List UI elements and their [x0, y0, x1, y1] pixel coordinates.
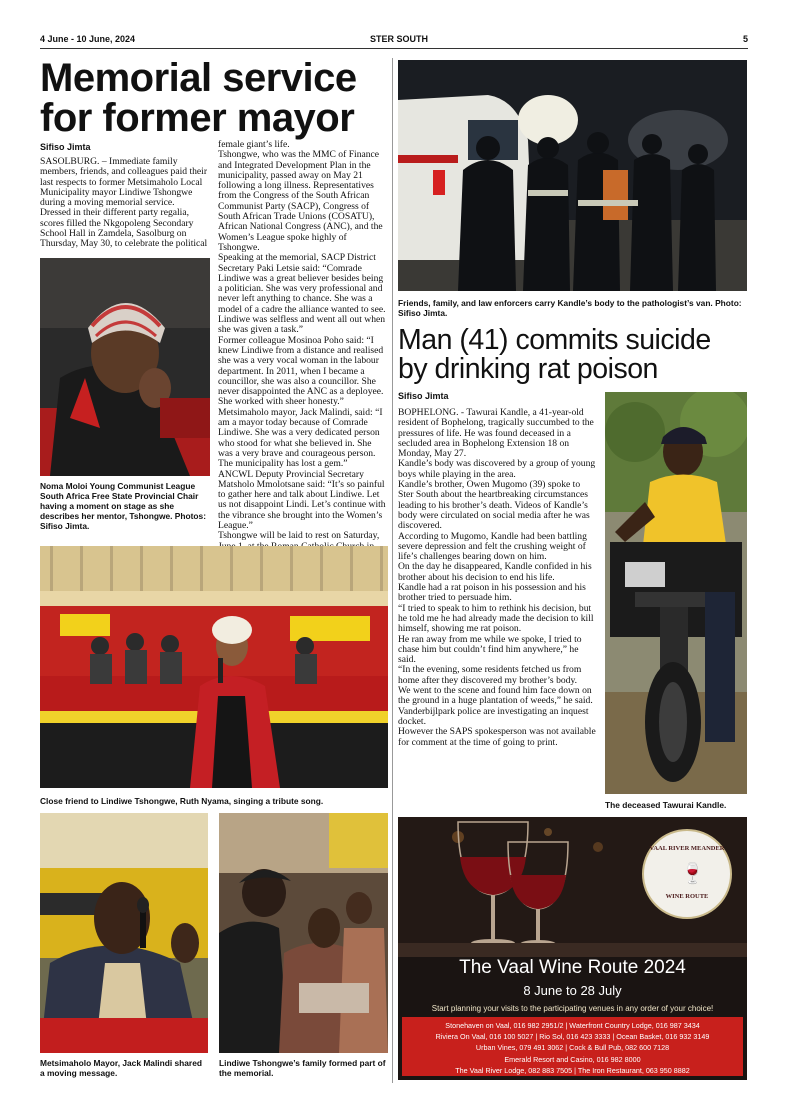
- photo-jack-malindi: [40, 813, 208, 1053]
- paragraph: Dressed in their different party regalia, scores filled the Nkgopoleng Secondary School Hall in Zamdela, Sasolburg on Thursday, May 30, to celebrate the political: [40, 207, 208, 250]
- article2-headline: Man (41) commits suicide by drinking rat poison: [398, 324, 711, 385]
- paragraph: Kandle’s brother, Owen Mugomo (39) spoke to Ster South about the heartbreaking circumstances leading to his brother’s death. Videos of Kandle’s body were circulated on social media after he was discovered.: [398, 479, 590, 532]
- caption-jack-malindi: Metsimaholo Mayor, Jack Malindi shared a moving message.: [40, 1058, 202, 1078]
- paragraph: On the day he disappeared, Kandle confided in his brother about his decision to end his life.: [398, 561, 592, 583]
- paragraph: ANCWL Deputy Provincial Secretary Matsholo Mmolotsane said: “It’s so painful to gather here and talk about Lindiwe. Let us not disappoint Lindi. Let’s continue with the vibrance she brought into the Women’s League.”: [218, 468, 386, 531]
- article1-headline: Memorial service for former mayor: [40, 56, 357, 140]
- paragraph: Tshongwe, who was the MMC of Finance and Integrated Development Plan in the municipality, passed away on May 21 following a long illness. Representatives from the Congress of the South African Communist Party (SACP), Congress of South African Trade Unions (COSATU), African National Congress (ANC), and the Women’s League spoke highly of Tshongwe.: [218, 149, 383, 253]
- caption-tawurai-kandle: The deceased Tawurai Kandle.: [605, 800, 727, 810]
- caption-family: Lindiwe Tshongwe’s family formed part of the memorial.: [219, 1058, 386, 1078]
- article1-column2: [218, 140, 388, 562]
- venue-line: The Vaal River Lodge, 082 883 7505 | The Iron Restaurant, 063 950 8882: [455, 1065, 690, 1075]
- caption-ruth-nyama: Close friend to Lindiwe Tshongwe, Ruth Nyama, singing a tribute song.: [40, 796, 324, 806]
- photo-noma-moloi: [40, 258, 210, 476]
- advert-vaal-wine-route: [398, 817, 747, 1080]
- paragraph: “In the evening, some residents fetched us from home after they discovered my brother’s body.: [398, 664, 582, 686]
- paragraph: He ran away from me while we spoke, I tried to chase him but couldn’t find him anywhere,” he said.: [398, 633, 582, 666]
- venue-line: Urban Vines, 079 491 3062 | Cock & Bull Pub, 082 600 7128: [475, 1043, 670, 1053]
- column-divider: [392, 58, 393, 1083]
- paragraph: BOPHELONG. - Tawurai Kandle, a 41-year-old resident of Bophelong, tragically succumbed to the pressures of life. He was found deceased in a secluded area in Bophelong Extension 18 on Monday, May 27.: [398, 407, 594, 460]
- page-number: 5: [742, 34, 748, 44]
- issue-date: 4 June - 10 June, 2024: [40, 34, 136, 44]
- publication-name: STER SOUTH: [370, 34, 429, 44]
- photo-ruth-nyama: [40, 546, 388, 788]
- seal-bottom-text: WINE ROUTE: [665, 893, 709, 900]
- seal-top-text: VAAL RIVER MEANDER: [649, 845, 725, 852]
- photo-carrying-body: [398, 60, 747, 291]
- venue-line: Riviera On Vaal, 016 100 5027 | Rio Sol, 016 423 3333 | Ocean Basket, 016 932 3149: [435, 1032, 710, 1042]
- paragraph: According to Mugomo, Kandle had been battling severe depression and felt the crushing weight of life’s challenges bearing down on him.: [398, 530, 587, 563]
- paragraph: Former colleague Mosinoa Poho said: “I knew Lindiwe from a distance and realised she was a very vocal woman in the labour department. In 2011, when I became a councillor, she was also a councillor. She never disappointed the ANC as a deployee. She worked with sheer honesty.”: [218, 334, 384, 408]
- article1-column1: [40, 157, 210, 250]
- paragraph: We went to the scene and found him face down on the ground in a huge plantation of weeds,” he said.: [398, 685, 593, 707]
- paragraph: Speaking at the memorial, SACP District Secretary Paki Letsie said: “Comrade Lindiwe was a great believer besides being a politician. She was very professional and never left anything to chance. She was a model of a cadre the alliance wanted to see. Lindiwe was selfless and went all out when she was given a task.”: [218, 252, 386, 336]
- paragraph: Tshongwe will be laid to rest on Saturday,: [218, 530, 380, 542]
- photo-family: [219, 813, 388, 1053]
- venue-line: Stonehaven on Vaal, 016 982 2951/2 | Waterfront Country Lodge, 016 987 3434: [445, 1021, 700, 1030]
- caption-carrying-body: Friends, family, and law enforcers carry Kandle’s body to the pathologist’s van. Photo: Sifiso Jimta.: [398, 298, 742, 318]
- article2-byline: Sifiso Jimta: [398, 391, 449, 401]
- caption-noma-moloi: Noma Moloi Young Communist League South Africa Free State Provincial Chair having a moment on stage as she describes her mentor, Tshongwe. Photos: Sifiso Jimta.: [40, 481, 206, 531]
- paragraph: Vanderbijlpark police are investigating an inquest docket.: [398, 705, 589, 727]
- ad-tagline: Start planning your visits to the participating venues in any order of your choice!: [431, 1004, 714, 1013]
- photo-tawurai-kandle: [605, 392, 747, 794]
- paragraph: However the SAPS spokesperson was not available for comment at the time of going to print.: [398, 726, 596, 748]
- paragraph: Kandle had a rat poison in his possession and his brother tried to persuade him.: [398, 582, 586, 604]
- ad-title: The Vaal Wine Route 2024: [459, 957, 686, 978]
- article1-byline: Sifiso Jimta: [40, 142, 91, 152]
- paragraph: female giant’s life.: [218, 139, 290, 150]
- paragraph: Metsimaholo mayor, Jack Malindi, said: “I am a mayor today because of Comrade Lindiwe. She was a very dedicated person who stood for what she believed in. She was a very brave and courageous person. The municipality has lost a gem.”: [218, 406, 383, 470]
- masthead-rule: [40, 48, 748, 49]
- wine-route-seal: [642, 829, 732, 919]
- article2-body: [398, 408, 596, 748]
- masthead: [40, 34, 748, 48]
- venue-list: [402, 1017, 743, 1076]
- paragraph: “I tried to speak to him to rethink his decision, but he told me he had already made the decision to kill himself, showing me rat poison.: [398, 602, 594, 635]
- ad-dates: 8 June to 28 July: [523, 983, 622, 998]
- wine-glass-icon: 🍷: [680, 863, 705, 885]
- paragraph: SASOLBURG. – Immediate family members, friends, and colleagues paid their last respects to former Metsimaholo Local Municipality mayor Lindiwe Tshongwe during a moving memorial service.: [40, 156, 208, 209]
- paragraph: Kandle’s body was discovered by a group of young boys while playing in the area.: [398, 458, 596, 480]
- venue-line: Emerald Resort and Casino, 016 982 8000: [504, 1054, 641, 1064]
